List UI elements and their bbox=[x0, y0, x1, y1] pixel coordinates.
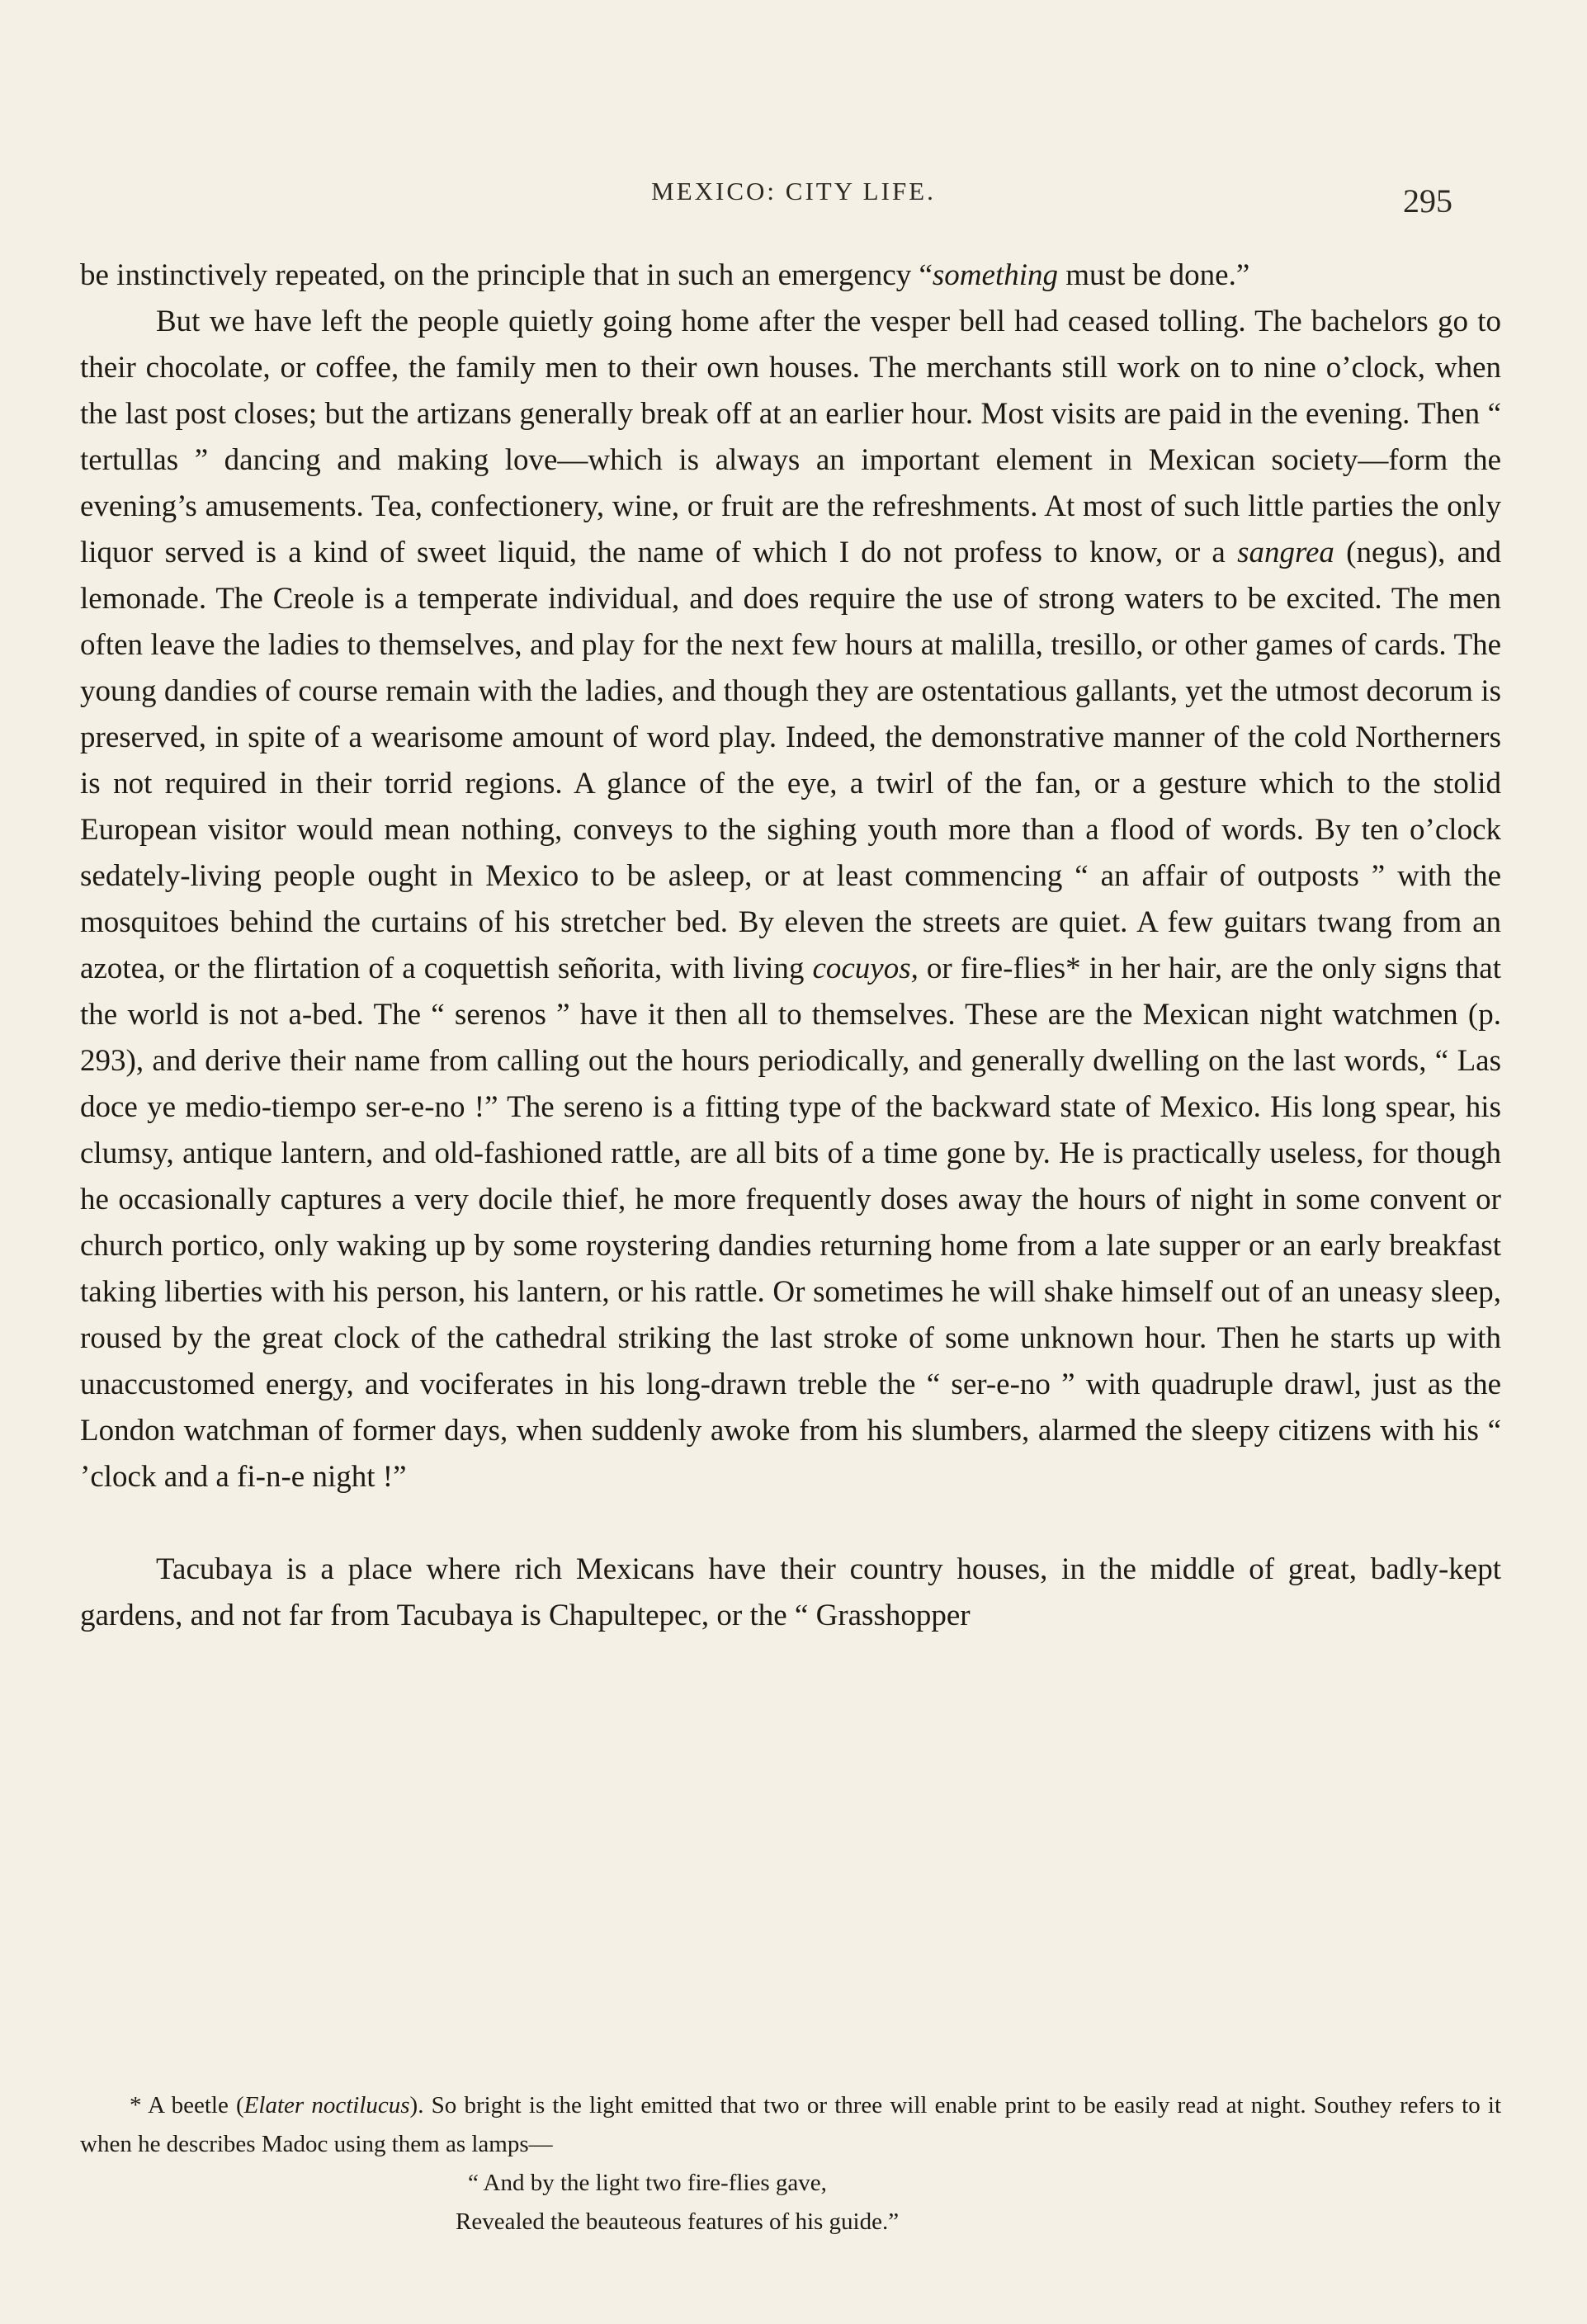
paragraph-evening bbox=[80, 299, 1501, 1500]
paragraph-2-text-e: or fire-flies* in her hair, are the only signs that the world is not a-bed. The “ serenos ” have it then all to themselves. These are the Mexican night watchmen (p. 293), and derive their name from calling out the hours periodically, and generally dwelling on the last words, “ Las doce ye medio-tiempo ser-e-no !” The sereno is a fitting type of the backward state of Mexico. His long spear, his clumsy, antique lantern, and old-fashioned rattle, are all bits of a time gone by. He is practically useless, for though he occasionally captures a very docile thief, he more frequently doses away the hours of night in some convent or church portico, only waking up by some roystering dandies returning home from a late supper or an early breakfast taking liberties with his person, his lantern, or his rattle. Or sometimes he will shake himself out of an uneasy sleep, roused by the great clock of the cathedral striking the last stroke of some unknown hour. Then he starts up with unaccustomed energy, and vociferates in his long-drawn treble the “ ser-e-no ” with quadruple drawl, just as the London watchman of former days, when suddenly awoke from his slumbers, alarmed the sleepy citizens with his “ ’clock and a fi-n-e night !” bbox=[80, 952, 1502, 1494]
paragraph-2-emphasis-cocuyos: cocuyos, bbox=[812, 952, 919, 985]
footnote-species-name: Elater noctilucus bbox=[243, 2092, 410, 2119]
paragraph-2-text-c: (negus), and lemonade. The Creole is a temperate individual, and does require the use of strong waters to be excited. The men often leave the ladies to themselves, and play for the next few hours at malilla, tresillo, or other games of cards. The young dandies of course remain with the ladies, and though they are ostentatious gallants, yet the utmost decorum is preserved, in spite of a wearisome amount of word play. Indeed, the demonstrative manner of the cold Northerners is not required in their torrid regions. A glance of the eye, a twirl of the fan, or a gesture which to the stolid European visitor would mean nothing, conveys to the sighing youth more than a flood of words. By ten o’clock sedately-living people ought in Mexico to be asleep, or at least commencing “ an affair of outposts ” with the mosquitoes behind the curtains of his stretcher bed. By eleven the streets are quiet. A few guitars twang from an azotea, or the flirtation of a coquettish señorita, with living bbox=[80, 536, 1502, 985]
paragraph-2-text-a: But we have left the people quietly going home after the vesper bell had ceased tolling. The bachelors go to their chocolate, or coffee, the family men to their own houses. The merchants still work on to nine o’clock, when the last post closes; but the artizans generally break off at an earlier hour. Most visits are paid in the evening. Then “ tertullas ” dancing and making love—which is always an important element in Mexican society—form the evening’s amusements. Tea, confectionery, wine, or fruit are the refreshments. At most of such little parties the only liquor served is a kind of sweet liquid, the name of which I do not profess to know, or a bbox=[80, 305, 1501, 569]
footnote-verse-line-1: “ And by the light two fire-flies gave, bbox=[468, 2170, 827, 2196]
running-head: MEXICO: CITY LIFE. bbox=[651, 177, 936, 205]
footnote-text-c: ). So bright is the light emitted that two or three will enable print to be easily read at night. Southey refers to it when he describes Madoc using them as lamps— bbox=[80, 2092, 1502, 2157]
paragraph-tacubaya: Tacubaya is a place where rich Mexicans have their country houses, in the middle of great, badly-kept gardens, and not far from Tacubaya is Chapultepec, or the “ Grasshopper bbox=[80, 1552, 1501, 1632]
paragraph-1-text-c: must be done.” bbox=[1058, 258, 1250, 292]
paragraph-1-emphasis: something bbox=[932, 258, 1059, 292]
paragraph-1-text-a: be instinctively repeated, on the principle that in such an emergency “ bbox=[80, 258, 933, 292]
footnote-verse-line-2: Revealed the beauteous features of his guide.” bbox=[456, 2208, 900, 2235]
footnote bbox=[80, 2086, 1501, 2241]
footnote-text bbox=[80, 2086, 1501, 2164]
body-text bbox=[80, 253, 1501, 1639]
page-number: 295 bbox=[1403, 182, 1452, 220]
paragraph-continued bbox=[80, 253, 1501, 299]
footnote-text-a: * A beetle ( bbox=[130, 2092, 244, 2119]
paragraph-2-emphasis-sangrea: sangrea bbox=[1237, 536, 1334, 569]
